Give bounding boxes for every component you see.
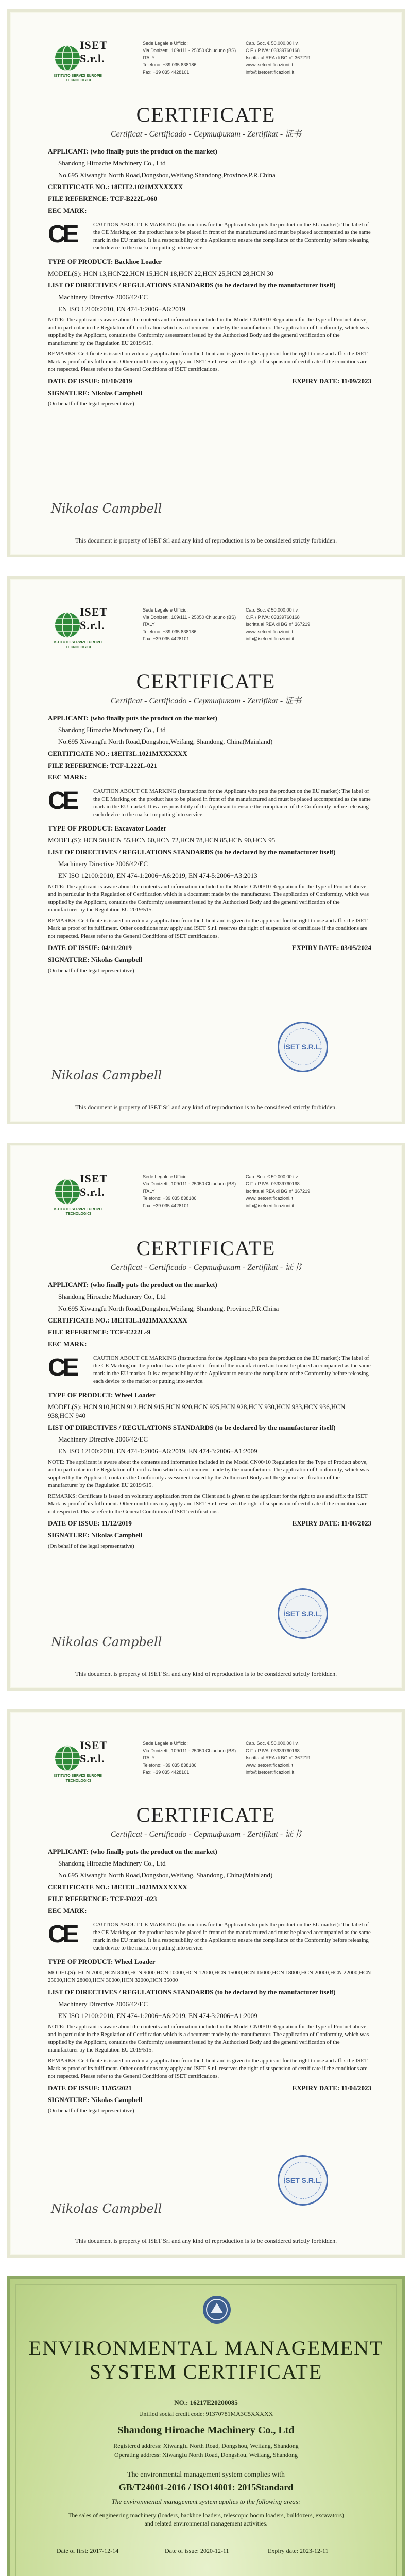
remarks: REMARKS: Certificate is issued on voluntary application from the Client and is given to the applicant for the right to use and affix the ISET Mark as proof of its fulfilment. Other conditions may apply and ISET S.r.l. reserves the right of suspension of certificate if the conditions are not respected. Please refer to the General Conditions of ISET certifications. — [48, 1493, 368, 1515]
eec-mark: EEC MARK: — [48, 1907, 87, 1914]
models: MODEL(S): HCN 13,HCN22,HCN 15,HCN 18,HCN 22,HCN 25,HCN 28,HCN 30 — [48, 269, 274, 277]
signature-note: (On behalf of the legal representative) — [48, 968, 134, 974]
iset-tagline: ISTITUTO SERVIZI EUROPEI TECNOLOGICI — [54, 1774, 103, 1783]
ce-mark-icon: CE — [48, 787, 76, 815]
ems-uscc: Unified social credit code: 91370781MA3C5XXXXX — [139, 2410, 273, 2417]
date-of-issue: DATE OF ISSUE: 04/11/2019 — [48, 944, 132, 952]
certificate-subtitle: Certificat - Certificado - Сертификат - Zertifikat - 证书 — [110, 1263, 302, 1272]
certificate-number: CERTIFICATE NO.: 18EIT2.1021MXXXXXX — [48, 183, 183, 191]
address-left: Sede Legale e Ufficio: Via Donizetti, 109/111 - 25050 Chiuduno (BS) ITALY Telefono: +39 035 838186 Fax: +39 035 4428101 — [143, 607, 236, 641]
certificate-header — [50, 602, 382, 664]
ems-intro: The environmental management system complies with — [127, 2471, 285, 2479]
iset-name: ISET S.r.l. — [80, 605, 108, 632]
certificate-page-1 — [0, 0, 412, 567]
expiry-date: EXPIRY DATE: 03/05/2024 — [291, 944, 371, 952]
models: MODEL(S): HCN 50,HCN 55,HCN 60,HCN 72,HCN 78,HCN 85,HCN 90,HCN 95 — [48, 836, 276, 844]
applicant-address: No.695 Xiwangfu North Road,Dongshou,Weifang, Shandong, Province,P.R.China — [58, 1304, 279, 1312]
signature-label: SIGNATURE: Nikolas Campbell — [48, 389, 143, 397]
date-of-issue: DATE OF ISSUE: 11/05/2021 — [48, 2084, 132, 2092]
certificate-title: CERTIFICATE — [136, 103, 276, 126]
address-right: Cap. Soc. € 50.000,00 i.v. C.F. / P.IVA: 03339760168 Iscritta al REA di BG n° 367219 www.isetcertificazioni.it info@isetcertificazioni.it — [246, 41, 311, 75]
product-type: TYPE OF PRODUCT: Wheel Loader — [48, 1391, 156, 1399]
applicant-name: Shandong Hiroache Machinery Co., Ltd — [58, 1293, 166, 1300]
iset-tagline: ISTITUTO SERVIZI EUROPEI TECNOLOGICI — [54, 641, 103, 649]
certificate-body — [48, 714, 371, 978]
iset-stamp: ISET S.R.L. — [278, 1588, 328, 1639]
directives-label: LIST OF DIRECTIVES / REGULATIONS STANDARDS (to be declared by the manufacturer itself) — [48, 1423, 336, 1431]
applicant-label: APPLICANT: (who finally puts the product on the market) — [48, 147, 217, 155]
ems-title-line-2: SYSTEM CERTIFICATE — [89, 2360, 323, 2383]
certificate-page-2 — [0, 567, 412, 1133]
iset-logo — [50, 1169, 127, 1226]
iset-tagline: ISTITUTO SERVIZI EUROPEI TECNOLOGICI — [54, 74, 103, 82]
certificate-body — [48, 1847, 371, 2118]
ems-certificate — [7, 2276, 405, 2576]
standards: EN ISO 12100:2010, EN 474-1:2006+A6:2019 — [58, 305, 185, 313]
certificate-subtitle: Certificat - Certificado - Сертификат - Zertifikat - 证书 — [110, 697, 302, 705]
signature-note: (On behalf of the legal representative) — [48, 2108, 134, 2114]
ems-company: Shandong Hiroache Machinery Co., Ltd — [117, 2425, 295, 2436]
iset-logo — [50, 1736, 127, 1792]
iset-logo — [50, 36, 127, 92]
remarks: REMARKS: Certificate is issued on voluntary application from the Client and is given to the applicant for the right to use and affix the ISET Mark as proof of its fulfilment. Other conditions may apply and ISET S.r.l. reserves the right of suspension of certificate if the conditions are not respected. Please refer to the General Conditions of ISET certifications. — [48, 2058, 368, 2079]
applicant-address: No.695 Xiwangfu North Road,Dongshou,Weifang, Shandong, China(Mainland) — [58, 738, 273, 745]
directive-machinery: Machinery Directive 2006/42/EC — [58, 860, 148, 868]
ce-caution: CAUTION ABOUT CE MARKING (Instructions for the Applicant who puts the product on the EU market): The label of the CE Marking on the product has to be placed in front of the manufactured and must be placed accompanied as the same mark in the EU market. It is a responsibility of the Applicant to ensure the compliance of the Conformity before releasing each device to the market or putting into service. — [93, 1355, 371, 1384]
remarks: REMARKS: Certificate is issued on voluntary application from the Client and is given to the applicant for the right to use and affix the ISET Mark as proof of its fulfilment. Other conditions may apply and ISET S.r.l. reserves the right of suspension of certificate if the conditions are not respected. Please refer to the General Conditions of ISET certifications. — [48, 351, 368, 372]
footer-note: This document is property of ISET Srl and any kind of reproduction is to be considered strictly forbidden. — [75, 537, 337, 544]
certificate-subtitle: Certificat - Certificado - Сертификат - Zertifikat - 证书 — [110, 1830, 302, 1839]
note: NOTE: The applicant is aware about the contents and information included in the Model CN00/10 Regulation for the Type of Product above, and in particular in the Regulation of Certification which is a document made by the manufacturer. The application of Conformity, which was supplied by the Applicant, contains the Conformity assessment issued by the Authorized Body and the general verification of the manufacturer by the Regulation EU 2019/515. — [48, 317, 369, 346]
product-type: TYPE OF PRODUCT: Excavator Loader — [48, 824, 167, 832]
file-reference: FILE REFERENCE: TCF-F022L-023 — [48, 1895, 157, 1903]
directives-label: LIST OF DIRECTIVES / REGULATIONS STANDARDS (to be declared by the manufacturer itself) — [48, 848, 336, 856]
certificate-number: CERTIFICATE NO.: 18EIT3L.1021MXXXXXX — [48, 1883, 187, 1891]
signature: Nikolas Campbell — [51, 1635, 162, 1649]
certificate-header — [50, 1736, 382, 1798]
ems-title-line-1: ENVIRONMENTAL MANAGEMENT — [28, 2336, 384, 2360]
eec-mark: EEC MARK: — [48, 207, 87, 214]
emblem-icon — [202, 2295, 232, 2325]
iset-name: ISET S.r.l. — [80, 1739, 108, 1765]
footer-note: This document is property of ISET Srl and any kind of reproduction is to be considered strictly forbidden. — [75, 2237, 337, 2244]
signature: Nikolas Campbell — [51, 501, 162, 516]
applicant-name: Shandong Hiroache Machinery Co., Ltd — [58, 726, 166, 734]
applicant-name: Shandong Hiroache Machinery Co., Ltd — [58, 159, 166, 167]
address-right: Cap. Soc. € 50.000,00 i.v. C.F. / P.IVA: 03339760168 Iscritta al REA di BG n° 367219 www.isetcertificazioni.it info@isetcertificazioni.it — [246, 1174, 311, 1208]
address-right: Cap. Soc. € 50.000,00 i.v. C.F. / P.IVA: 03339760168 Iscritta al REA di BG n° 367219 www.isetcertificazioni.it info@isetcertificazioni.it — [246, 607, 311, 641]
directive-machinery: Machinery Directive 2006/42/EC — [58, 2000, 148, 2008]
applicant-label: APPLICANT: (who finally puts the product on the market) — [48, 1281, 217, 1289]
models: MODEL(S): HCN 910,HCN 912,HCN 915,HCN 920,HCN 925,HCN 928,HCN 930,HCN 933,HCN 936,HCN 938,HCN 940 — [48, 1403, 346, 1419]
applicant-name: Shandong Hiroache Machinery Co., Ltd — [58, 1859, 166, 1867]
ems-scope-lead: The environmental management system applies to the following areas: — [111, 2498, 301, 2505]
note: NOTE: The applicant is aware about the contents and information included in the Model CN00/10 Regulation for the Type of Product above, and in particular in the Regulation of Certification which is a document made by the manufacturer. The application of Conformity, which was supplied by the Applicant, contains the Conformity assessment issued by the Authorized Body and the general verification of the manufacturer by the Regulation EU 2019/515. — [48, 1459, 369, 1488]
ce-caution: CAUTION ABOUT CE MARKING (Instructions for the Applicant who puts the product on the EU market): The label of the CE Marking on the product has to be placed in front of the manufactured and must be placed accompanied as the same mark in the EU market. It is a responsibility of the Applicant to ensure the compliance of the Conformity before releasing each device to the market or putting into service. — [93, 1922, 371, 1951]
signature-label: SIGNATURE: Nikolas Campbell — [48, 956, 143, 963]
ce-caution: CAUTION ABOUT CE MARKING (Instructions for the Applicant who puts the product on the EU market): The label of the CE Marking on the product has to be placed in front of the manufactured and must be placed accompanied as the same mark in the EU market. It is a responsibility of the Applicant to ensure the compliance of the Conformity before releasing each device to the market or putting into service. — [93, 222, 371, 251]
file-reference: FILE REFERENCE: TCF-E222L-9 — [48, 1328, 151, 1336]
date-of-issue: DATE OF ISSUE: 01/10/2019 — [48, 377, 132, 385]
ems-registered-address: Registered address: Xiwangfu North Road, Dongshou, Weifang, Shandong — [113, 2442, 299, 2449]
footer-note: This document is property of ISET Srl and any kind of reproduction is to be considered strictly forbidden. — [75, 1104, 337, 1111]
eec-mark: EEC MARK: — [48, 1340, 87, 1348]
directive-machinery: Machinery Directive 2006/42/EC — [58, 293, 148, 301]
expiry-date: EXPIRY DATE: 11/09/2023 — [292, 377, 371, 385]
signature: Nikolas Campbell — [51, 1068, 162, 1082]
signature-label: SIGNATURE: Nikolas Campbell — [48, 2096, 143, 2104]
directives-label: LIST OF DIRECTIVES / REGULATIONS STANDARDS (to be declared by the manufacturer itself) — [48, 281, 336, 289]
product-type: TYPE OF PRODUCT: Backhoe Loader — [48, 258, 162, 265]
address-left: Sede Legale e Ufficio: Via Donizetti, 109/111 - 25050 Chiuduno (BS) ITALY Telefono: +39 035 838186 Fax: +39 035 4428101 — [143, 1741, 236, 1775]
ems-scope: The sales of engineering machinery (loaders, backhoe loaders, telescopic boom loaders, bulldozers, excavators) and related environmental management activities. — [68, 2512, 344, 2527]
certificate-page-3 — [0, 1133, 412, 1700]
address-left: Sede Legale e Ufficio: Via Donizetti, 109/111 - 25050 Chiuduno (BS) ITALY Telefono: +39 035 838186 Fax: +39 035 4428101 — [143, 41, 236, 75]
file-reference: FILE REFERENCE: TCF-B222L-060 — [48, 195, 158, 202]
directive-machinery: Machinery Directive 2006/42/EC — [58, 1435, 148, 1443]
models: MODEL(S): HCN 7000,HCN 8000,HCN 9000,HCN 10000,HCN 12000,HCN 15000,HCN 16000,HCN 18000,HCN 20000,HCN 22000,HCN 25000,HCN 28000,HCN 30000,HCN 32000,HCN 35000 — [48, 1970, 371, 1984]
certificate-title: CERTIFICATE — [136, 1236, 276, 1260]
ce-caution: CAUTION ABOUT CE MARKING (Instructions for the Applicant who puts the product on the EU market): The label of the CE Marking on the product has to be placed in front of the manufactured and must be placed accompanied as the same mark in the EU market. It is a responsibility of the Applicant to ensure the compliance of the Conformity before releasing each device to the market or putting into service. — [93, 788, 371, 818]
product-type: TYPE OF PRODUCT: Wheel Loader — [48, 1958, 156, 1965]
certificate-body — [48, 1280, 371, 1553]
ems-operating-address: Operating address: Xiwangfu North Road, Dongshou, Weifang, Shandong — [114, 2451, 298, 2459]
iset-name: ISET S.r.l. — [80, 39, 108, 65]
iset-name: ISET S.r.l. — [80, 1172, 108, 1198]
applicant-label: APPLICANT: (who finally puts the product on the market) — [48, 714, 217, 722]
ce-mark-icon: CE — [48, 221, 76, 248]
address-right: Cap. Soc. € 50.000,00 i.v. C.F. / P.IVA: 03339760168 Iscritta al REA di BG n° 367219 www.isetcertificazioni.it info@isetcertificazioni.it — [246, 1741, 311, 1775]
address-left: Sede Legale e Ufficio: Via Donizetti, 109/111 - 25050 Chiuduno (BS) ITALY Telefono: +39 035 838186 Fax: +39 035 4428101 — [143, 1174, 236, 1208]
expiry-date: EXPIRY DATE: 11/04/2023 — [292, 2084, 371, 2092]
certificate-title: CERTIFICATE — [136, 1803, 276, 1826]
globe-icon — [54, 45, 81, 72]
ems-expiry: Expiry date: 2023-12-11 — [268, 2547, 329, 2554]
eec-mark: EEC MARK: — [48, 773, 87, 781]
certificate-header — [50, 36, 382, 97]
note: NOTE: The applicant is aware about the contents and information included in the Model CN00/10 Regulation for the Type of Product above, and in particular in the Regulation of Certification which is a document made by the manufacturer. The application of Conformity, which was supplied by the Applicant, contains the Conformity assessment issued by the Authorized Body and the general verification of the manufacturer by the Regulation EU 2019/515. — [48, 2024, 369, 2053]
applicant-address: No.695 Xiwangfu North Road,Dongshou,Weifang, Shandong, China(Mainland) — [58, 1871, 273, 1879]
ems-cert-number: NO.: 16217E20200085 — [174, 2399, 238, 2406]
expiry-date: EXPIRY DATE: 11/06/2023 — [292, 1519, 371, 1527]
directives-label: LIST OF DIRECTIVES / REGULATIONS STANDARDS (to be declared by the manufacturer itself) — [48, 1988, 336, 1996]
iset-tagline: ISTITUTO SERVIZI EUROPEI TECNOLOGICI — [54, 1208, 103, 1216]
applicant-label: APPLICANT: (who finally puts the product on the market) — [48, 1848, 217, 1855]
footer-note: This document is property of ISET Srl and any kind of reproduction is to be considered strictly forbidden. — [75, 1670, 337, 1677]
certificate-number: CERTIFICATE NO.: 18EIT3L.1021MXXXXXX — [48, 1316, 187, 1324]
certificate-number: CERTIFICATE NO.: 18EIT3L.1021MXXXXXX — [48, 750, 187, 757]
signature: Nikolas Campbell — [51, 2201, 162, 2216]
applicant-address: No.695 Xiwangfu North Road,Dongshou,Weifang,Shandong,Province,P.R.China — [58, 171, 276, 179]
signature-note: (On behalf of the legal representative) — [48, 1543, 134, 1549]
iset-certificate — [7, 576, 405, 1124]
standards: EN ISO 12100:2010, EN 474-1:2006+A6:2019, EN 474-5:2006+A3:2013 — [58, 872, 258, 879]
signature-note: (On behalf of the legal representative) — [48, 401, 134, 407]
file-reference: FILE REFERENCE: TCF-L222L-021 — [48, 761, 158, 769]
globe-icon — [54, 1178, 81, 1205]
iset-certificate — [7, 1143, 405, 1691]
remarks: REMARKS: Certificate is issued on voluntary application from the Client and is given to the applicant for the right to use and affix the ISET Mark as proof of its fulfilment. Other conditions may apply and ISET S.r.l. reserves the right of suspension of certificate if the conditions are not respected. Please refer to the General Conditions of ISET certifications. — [48, 918, 368, 939]
certificate-page-4 — [0, 1700, 412, 2267]
globe-icon — [54, 612, 81, 638]
standards: EN ISO 12100:2010, EN 474-1:2006+A6:2019, EN 474-3:2006+A1:2009 — [58, 2012, 258, 2020]
iset-certificate — [7, 9, 405, 557]
ems-standard: GB/T24001-2016 / ISO14001: 2015Standard — [118, 2482, 294, 2493]
iset-certificate — [7, 1709, 405, 2258]
ce-mark-icon: CE — [48, 1921, 76, 1948]
ce-mark-icon: CE — [48, 1354, 76, 1381]
iset-logo — [50, 602, 127, 659]
certificate-subtitle: Certificat - Certificado - Сертификат - Zertifikat - 证书 — [110, 130, 302, 139]
ems-certificate-page — [0, 2267, 412, 2576]
ems-issue-date: Date of issue: 2020-12-11 — [165, 2547, 229, 2554]
globe-icon — [54, 1745, 81, 1772]
standards: EN ISO 12100:2010, EN 474-1:2006+A6:2019, EN 474-3:2006+A1:2009 — [58, 1447, 258, 1455]
iset-stamp: ISET S.R.L. — [278, 2155, 328, 2206]
ems-first-issue: Date of first: 2017-12-14 — [57, 2547, 119, 2554]
certificate-body — [48, 147, 371, 411]
certificate-header — [50, 1169, 382, 1231]
date-of-issue: DATE OF ISSUE: 11/12/2019 — [48, 1519, 132, 1527]
signature-label: SIGNATURE: Nikolas Campbell — [48, 1531, 143, 1539]
note: NOTE: The applicant is aware about the contents and information included in the Model CN00/10 Regulation for the Type of Product above, and in particular in the Regulation of Certification which is a document made by the manufacturer. The application of Conformity, which was supplied by the Applicant, contains the Conformity assessment issued by the Authorized Body and the general verification of the manufacturer by the Regulation EU 2019/515. — [48, 884, 369, 913]
certificate-title: CERTIFICATE — [136, 670, 276, 693]
iset-stamp: ISET S.R.L. — [278, 1022, 328, 1072]
